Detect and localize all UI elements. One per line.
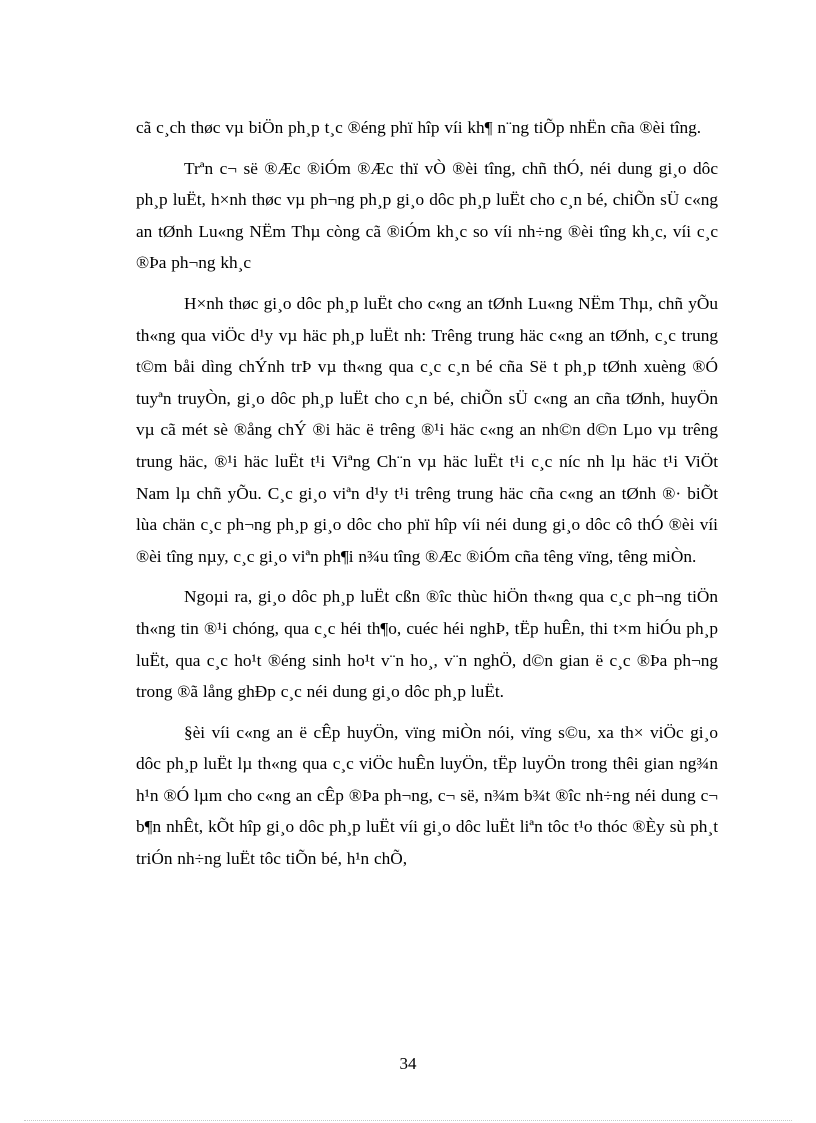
body-text [136, 112, 718, 884]
page-bottom-divider [24, 1120, 792, 1121]
paragraph-5: §èi víi c«ng an ë cÊp huyÖn, vïng miÒn nói, vïng s©u, xa th× viÖc gi¸o dôc ph¸p luËt lµ th«ng qua c¸c viÖc huÊn luyÖn, tËp luyÖn trong thêi gian ng¾n h¹n ®Ó lµm cho c«ng an cÊp ®Þa ph¬ng, c¬ së, n¾m b¾t ®îc nh÷ng néi dung c¬ b¶n nhÊt, kÕt hîp gi¸o dôc ph¸p luËt víi gi¸o dôc luËt liªn tôc t¹o thóc ®Èy sù ph¸t triÓn nh÷ng luËt tôc tiÕn bé, h¹n chÕ, [136, 722, 718, 869]
page-number: 34 [399, 1054, 417, 1073]
paragraph-2: Trªn c¬ së ®Æc ®iÓm ®Æc thï vÒ ®èi tîng, chñ thÓ, néi dung gi¸o dôc ph¸p luËt, h×nh thøc vµ ph¬ng ph¸p gi¸o dôc ph¸p luËt cho c¸n bé, chiÕn sÜ c«ng an tØnh Lu«ng NËm Thµ còng cã ®iÓm kh¸c so víi nh÷ng ®èi tîng kh¸c, víi c¸c ®Þa ph¬ng kh¸c [136, 158, 718, 273]
paragraph-1: cã c¸ch thøc vµ biÖn ph¸p t¸c ®éng phï hîp víi kh¶ n¨ng tiÕp nhËn cña ®èi tîng. [136, 118, 702, 137]
paragraph-3: H×nh thøc gi¸o dôc ph¸p luËt cho c«ng an tØnh Lu«ng NËm Thµ, chñ yÕu th«ng qua viÖc d¹y vµ häc ph¸p luËt nh: Trêng trung häc c«ng an tØnh, c¸c trung t©m båi dìng chÝnh trÞ vµ th«ng qua c¸c c¸n bé cña Së t ph¸p tØnh xuèng ®Ó tuyªn truyÒn, gi¸o dôc ph¸p luËt cho c¸n bé, chiÕn sÜ c«ng an cña tØnh, huyÖn vµ cã mét sè ®ång chÝ ®i häc ë trêng ®¹i häc c«ng an nh©n d©n Lµo vµ trêng trung häc, ®¹i häc luËt t¹i Viªng Ch¨n vµ häc luËt t¹i c¸c níc nh lµ häc t¹i ViÖt Nam lµ chñ yÕu. C¸c gi¸o viªn d¹y t¹i trêng trung häc cña c«ng an tØnh ®· biÕt lùa chän c¸c ph¬ng ph¸p gi¸o dôc cho phï hîp víi néi dung gi¸o dôc cô thÓ ®èi víi ®èi tîng nµy, c¸c gi¸o viªn ph¶i n¾u tîng ®Æc ®iÓm cña têng vïng, têng miÒn. [136, 293, 718, 566]
paragraph-4: Ngoµi ra, gi¸o dôc ph¸p luËt cßn ®îc thùc hiÖn th«ng qua c¸c ph¬ng tiÖn th«ng tin ®¹i chóng, qua c¸c héi th¶o, cuéc héi nghÞ, tËp huÊn, thi t×m hiÓu ph¸p luËt, qua c¸c ho¹t ®éng sinh ho¹t v¨n ho¸, v¨n nghÖ, d©n gian ë c¸c ®Þa ph¬ng trong ®ã lång ghÐp c¸c néi dung gi¸o dôc ph¸p luËt. [136, 587, 718, 702]
